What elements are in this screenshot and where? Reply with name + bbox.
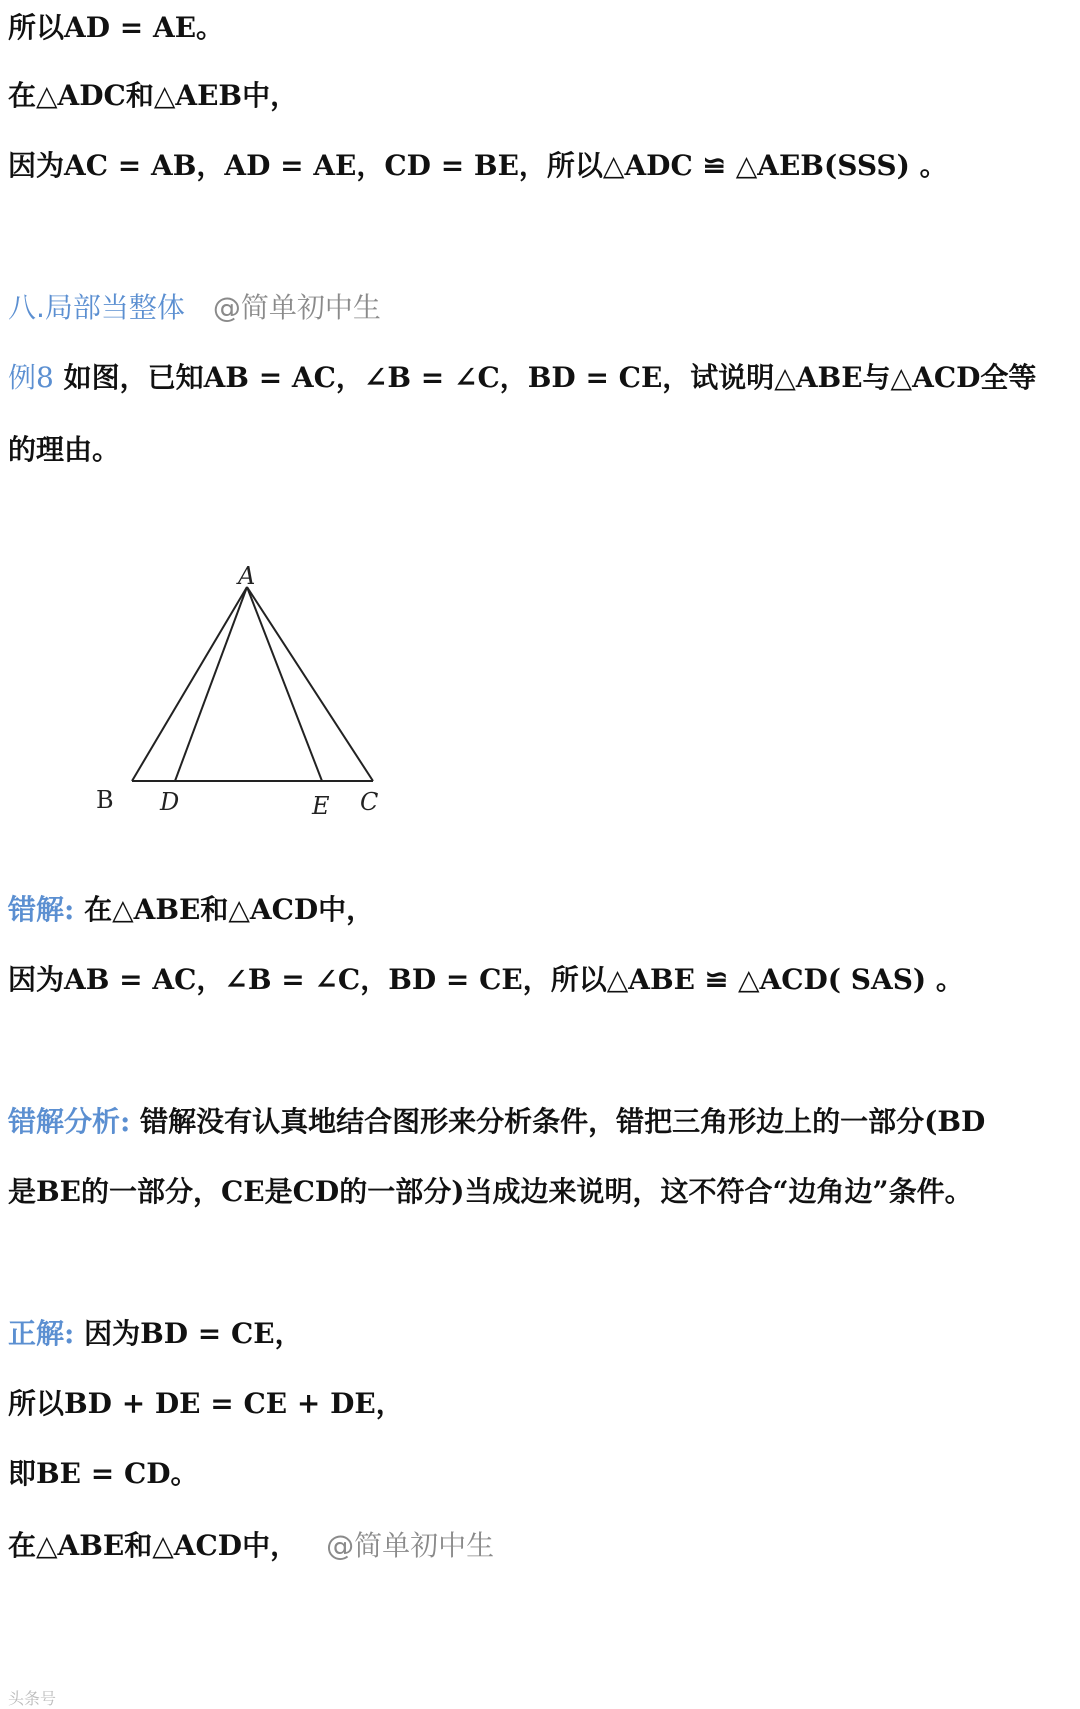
- label-c: C: [360, 788, 379, 816]
- correct-text-3: 即BE = CD。: [8, 1457, 199, 1490]
- text-line-1: [8, 8, 224, 48]
- example-text-cont: 的理由。: [8, 433, 121, 466]
- wrong-solution-line-2: [8, 960, 964, 1000]
- correct-label: 正解:: [8, 1317, 75, 1350]
- analysis-text-cont: 是BE的一部分，CE是CD的一部分)当成边来说明，这不符合“边角边”条件。: [8, 1175, 973, 1208]
- segment-ab: [132, 587, 247, 781]
- section-title: 八.局部当整体: [8, 291, 185, 324]
- wrong-text-cont: 因为AB = AC，∠B = ∠C，BD = CE，所以△ABE ≌ △ACD( SAS) 。: [8, 963, 964, 996]
- analysis-text: 错解没有认真地结合图形来分析条件，错把三角形边上的一部分(BD: [130, 1105, 986, 1138]
- segment-ad: [175, 587, 247, 781]
- example-line-1: [8, 358, 1036, 398]
- wrong-label: 错解:: [8, 893, 75, 926]
- wrong-solution-line-1: [8, 890, 374, 930]
- section-heading: [8, 288, 381, 328]
- wrong-text: 在△ABE和△ACD中，: [74, 893, 375, 926]
- conclusion-ad-ae: 所以AD = AE。: [8, 11, 225, 44]
- label-e: E: [312, 792, 330, 820]
- label-d: D: [160, 788, 180, 816]
- example-line-2: [8, 430, 120, 470]
- correct-line-3: [8, 1454, 199, 1494]
- correct-line-4: [8, 1526, 494, 1566]
- sss-proof: 因为AC = AB，AD = AE，CD = BE，所以△ADC ≌ △AEB(SSS) 。: [8, 149, 948, 182]
- figure-lines: [132, 587, 373, 781]
- label-b: B: [96, 786, 114, 814]
- example-label: 例8: [8, 361, 54, 394]
- text-line-2: [8, 76, 298, 116]
- text-line-3: [8, 146, 948, 186]
- analysis-label: 错解分析:: [8, 1105, 131, 1138]
- bottom-watermark: 头条号: [8, 1689, 57, 1708]
- example-text: 如图，已知AB = AC，∠B = ∠C，BD = CE，试说明△ABE与△ACD全等: [53, 361, 1037, 394]
- correct-text-2: 所以BD + DE = CE + DE，: [8, 1387, 404, 1420]
- correct-line-1: [8, 1314, 303, 1354]
- label-a: A: [238, 562, 256, 590]
- analysis-line-2: [8, 1172, 973, 1212]
- analysis-line-1: [8, 1102, 985, 1142]
- correct-line-2: [8, 1384, 404, 1424]
- triangle-figure: [90, 560, 450, 860]
- watermark-text-2: @简单初中生: [326, 1529, 495, 1562]
- watermark-text: @简单初中生: [212, 291, 381, 324]
- correct-text: 因为BD = CE，: [74, 1317, 303, 1350]
- correct-text-4: 在△ABE和△ACD中，: [8, 1529, 299, 1562]
- triangles-adc-aeb: 在△ADC和△AEB中，: [8, 79, 299, 112]
